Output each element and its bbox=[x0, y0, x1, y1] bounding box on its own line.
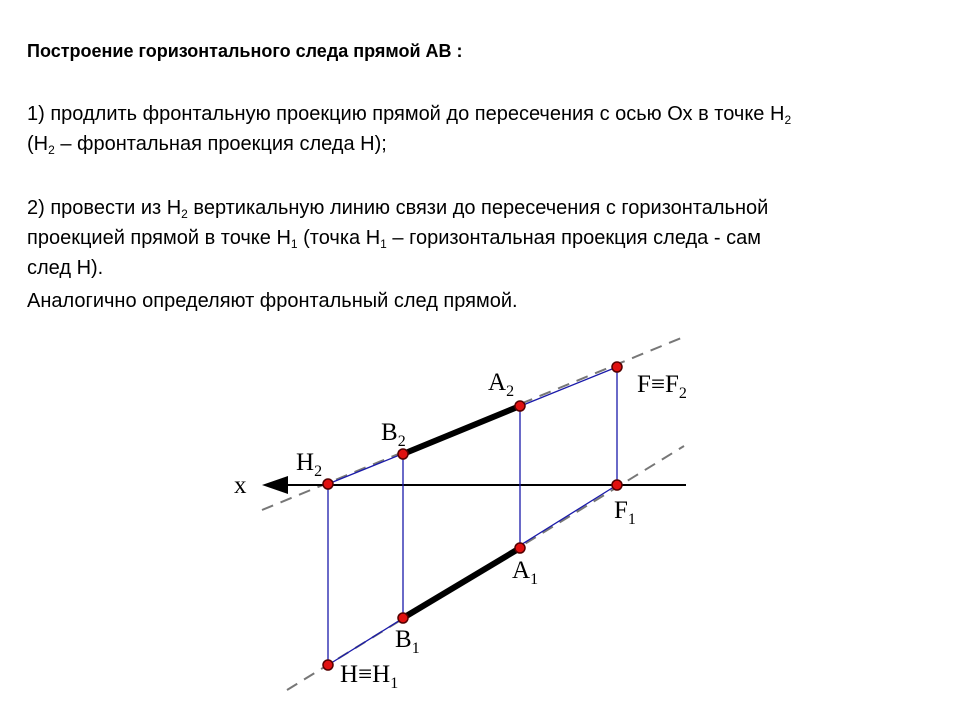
step-2-text bbox=[27, 193, 768, 283]
trace-construction-diagram bbox=[0, 330, 960, 720]
label-b1: B1 bbox=[395, 626, 420, 657]
segment-a2-b2 bbox=[403, 406, 520, 454]
point-a1 bbox=[515, 543, 525, 553]
step-2-line-1: 2) провести из $Н_2$ вертикальную линию связи до пересечения с горизонтальной bbox=[27, 197, 769, 221]
point-b1 bbox=[398, 613, 408, 623]
label-f-f2: F≡F2 bbox=[637, 371, 687, 402]
note-text: Аналогично определяют фронтальный след прямой. bbox=[27, 290, 518, 312]
label-f1: F1 bbox=[614, 497, 636, 528]
step-1-text bbox=[27, 99, 791, 159]
page-title: Построение горизонтального следа прямой АВ : bbox=[27, 41, 463, 61]
label-a2: A2 bbox=[488, 369, 515, 400]
point-h2 bbox=[323, 479, 333, 489]
x-axis-arrow-icon bbox=[262, 476, 288, 494]
point-f2 bbox=[612, 362, 622, 372]
step-2-line-3: след Н). bbox=[27, 257, 104, 279]
x-axis-label: x bbox=[234, 472, 247, 499]
label-h2: H2 bbox=[296, 449, 323, 480]
label-b2: B2 bbox=[381, 419, 406, 450]
label-h-h1: H≡H1 bbox=[340, 661, 399, 692]
label-a1: A1 bbox=[512, 557, 539, 588]
point-a2 bbox=[515, 401, 525, 411]
step-2-line-2: проекцией прямой в точке $Н_1$ (точка $Н_1$ – горизонтальная проекция следа - сам bbox=[27, 227, 761, 251]
point-h1 bbox=[323, 660, 333, 670]
step-1-line-2: ($Н_2$ – фронтальная проекция следа Н); bbox=[27, 133, 387, 157]
segment-a1-b1 bbox=[403, 548, 520, 618]
point-f1 bbox=[612, 480, 622, 490]
step-1-line-1: 1) продлить фронтальную проекцию прямой до пересечения с осью Ох в точке $Н_2$ bbox=[27, 103, 792, 127]
point-b2 bbox=[398, 449, 408, 459]
